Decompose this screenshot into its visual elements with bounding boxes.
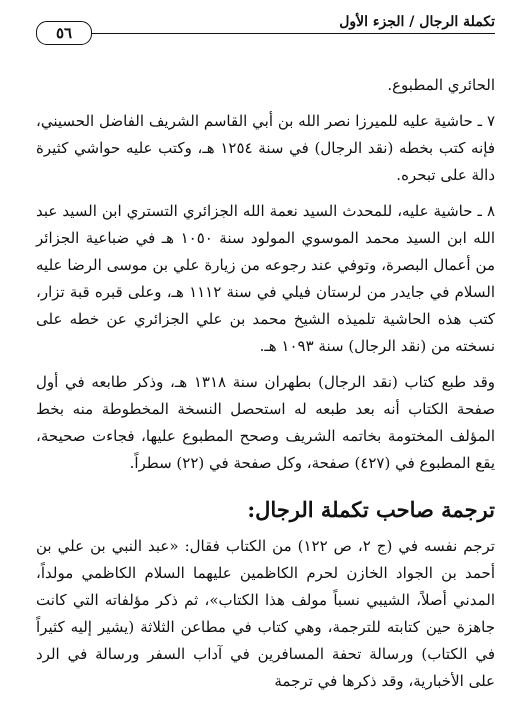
running-title: تكملة الرجال / الجزء الأول <box>339 14 495 30</box>
paragraph-printing-note: وقد طبع كتاب (نقد الرجال) بطهران سنة ١٣١٨ هـ، وذكر طابعه في أول صفحة الكتاب أنه بعد طبعه له استحصل النسخة المخطوطة منه بخط المؤلف المختومة بخاتمه الشريف وصحح المطبوع عليها، فجاءت صحيحة، يقع المطبوع في (٤٢٧) صفحة، وكل صفحة في (٢٢) سطراً. <box>36 373 495 472</box>
paragraph-continuation: الحائري المطبوع. <box>387 76 495 94</box>
page-header <box>36 12 495 40</box>
page-body <box>36 72 495 695</box>
section-heading: ترجمة صاحب تكملة الرجال: <box>247 497 495 522</box>
paragraph-biography: ترجم نفسه في (ج ٢، ص ١٢٢) من الكتاب فقال: «عبد النبي بن علي بن أحمد بن الجواد الخازن لحرم الكاظمين عليهما السلام الكاظمي مولداً، المدني أصلاً، الشيبي نسباً مولف هذا الكتاب»، ثم ذكر مؤلفاته التي كانت جاهزة حين كتابته للترجمة، وهي كتاب في مطاعن الثلاثة (يشير إليه كثيراً في الكتاب) ورسالة تحفة المسافرين في آداب السفر ورسالة في الرد على الأخبارية، وقد ذكرها في ترجمة <box>36 537 495 690</box>
header-rule <box>36 33 495 34</box>
paragraph-item-8: ٨ ـ حاشية عليه، للمحدث السيد نعمة الله الجزائري التستري ابن السيد عبد الله ابن السيد محمد الموسوي المولود سنة ١٠٥٠ هـ في ضباعية الجزائر من أعمال البصرة، وتوفي عند رجوعه من زيارة علي بن موسى الرضا عليه السلام في جايدر من لرستان فيلي في سنة ١١١٢ هـ، وعلى قبره قبة تزار، كتب هذه الحاشية تلميذه الشيخ محمد بن علي الجزائري عن خطه على نسخته من (نقد الرجال) سنة ١٠٩٣ هـ. <box>36 202 495 355</box>
paragraph-item-7: ٧ ـ حاشية عليه للميرزا نصر الله بن أبي القاسم الشريف الفاضل الحسيني، فإنه كتب بخطه (نقد الرجال) في سنة ١٢٥٤ هـ، وكتب عليه حواشي كثيرة دالة على تبحره. <box>36 112 495 184</box>
page-number: ٥٦ <box>36 21 92 45</box>
